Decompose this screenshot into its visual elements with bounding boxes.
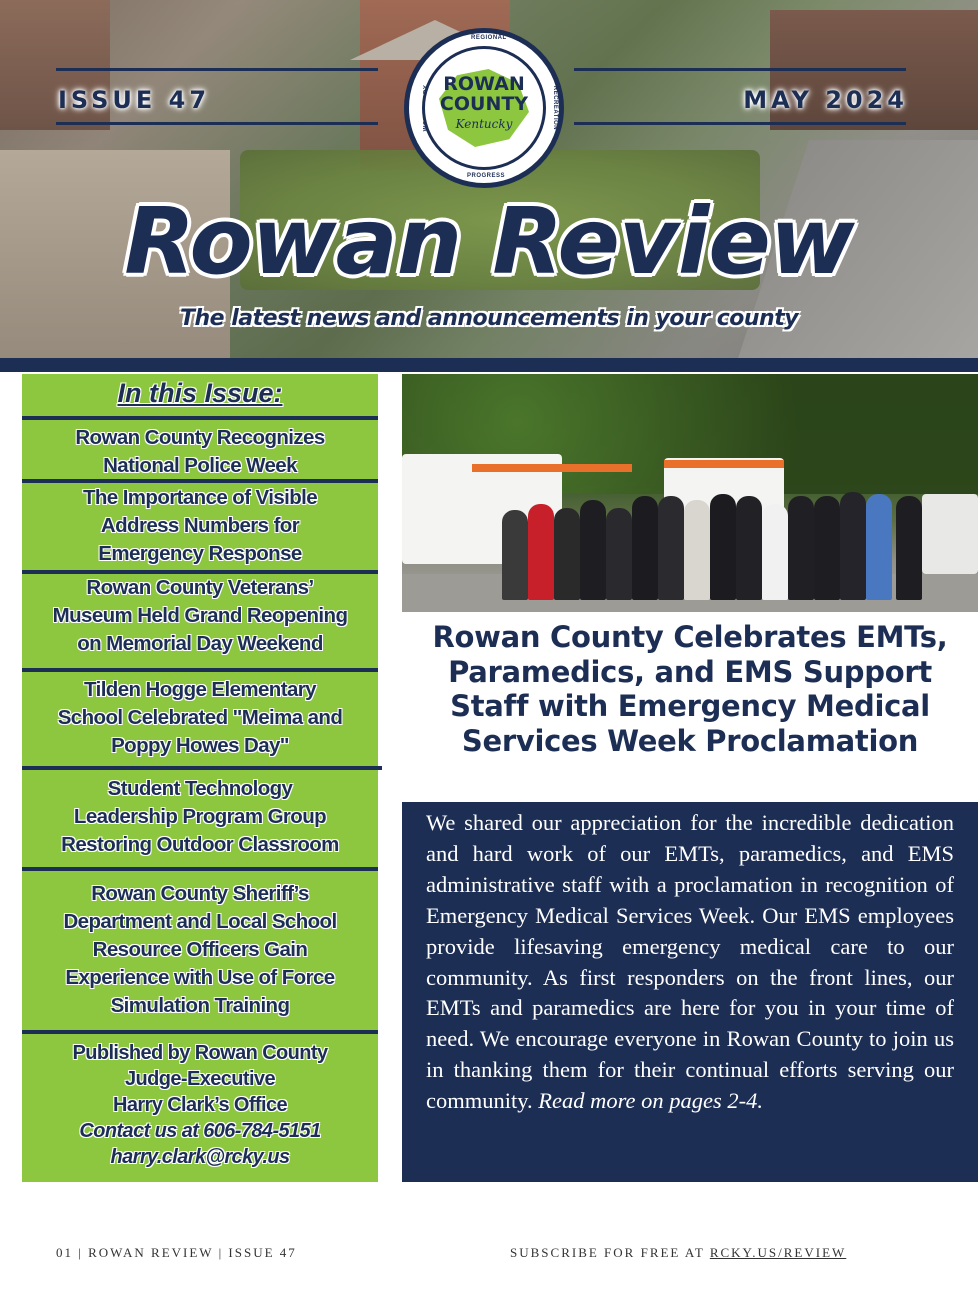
toc-item-veterans-museum[interactable] [22, 574, 378, 658]
toc-line: Emergency Response [98, 542, 302, 565]
toc-divider [22, 416, 378, 420]
seal-inner-ring [422, 46, 546, 170]
hero-banner [0, 0, 978, 358]
toc-item-tilden-hogge[interactable] [22, 676, 378, 760]
publisher-line: Harry Clark’s Office [112, 1094, 288, 1116]
footer-subscribe [510, 1245, 846, 1261]
toc-line: Poppy Howes Day" [111, 734, 289, 757]
article-body-panel [402, 802, 978, 1182]
seal-line-rowan: ROWAN [443, 73, 525, 95]
photo-person [658, 496, 684, 600]
toc-divider [22, 766, 382, 770]
toc-line: Rowan County Veterans’ [86, 576, 314, 599]
article-headline: Rowan County Celebrates EMTs, Paramedics, and EMS Support Staff with Emergency Medical Services Week Proclamation [432, 620, 948, 758]
newsletter-title: Rowan Review [124, 188, 854, 295]
issue-number: ISSUE 47 [58, 86, 211, 114]
photo-person [528, 504, 554, 600]
toc-line: School Celebrated "Meima and [57, 706, 343, 729]
photo-person [736, 496, 762, 600]
article-body [426, 808, 954, 1117]
photo-person [580, 500, 606, 600]
toc-line: Experience with Use of Force [65, 966, 335, 989]
toc-line: Simulation Training [110, 994, 290, 1017]
photo-people-group [502, 470, 942, 600]
seal-bottom-word: PROGRESS [467, 173, 506, 179]
photo-person [788, 496, 814, 600]
read-more-link[interactable]: Read more on pages 2-4. [538, 1088, 764, 1114]
toc-line: Museum Held Grand Reopening [52, 604, 348, 627]
header-rule-bottom-left [56, 122, 378, 125]
toc-line: National Police Week [103, 454, 297, 477]
ems-staff-photo [402, 374, 978, 612]
county-seal-logo [404, 28, 564, 188]
seal-script-kentucky: Kentucky [455, 117, 513, 131]
toc-line: Restoring Outdoor Classroom [61, 833, 339, 856]
newsletter-tagline: The latest news and announcements in your county [179, 306, 799, 331]
publisher-line: Published by Rowan County [72, 1042, 328, 1064]
publisher-info [22, 1040, 378, 1170]
photo-person [554, 508, 580, 600]
photo-person [606, 508, 632, 600]
toc-line: Address Numbers for [100, 514, 300, 537]
header-rule-top-right [574, 68, 906, 71]
publisher-line: Judge-Executive [125, 1068, 275, 1090]
issue-date: MAY 2024 [743, 86, 908, 114]
toc-item-address-numbers[interactable] [22, 484, 378, 568]
header-rule-bottom-right [574, 122, 906, 125]
toc-line: Leadership Program Group [73, 805, 327, 828]
photo-person [896, 496, 922, 600]
sidebar-title: In this Issue: [117, 378, 283, 408]
contact-phone[interactable]: Contact us at 606-784-5151 [79, 1120, 321, 1142]
article-body-text: We shared our appreciation for the incredible dedication and hard work of our EMTs, paramedics, and EMS administrative staff with a proclamation in recognition of Emergency Medical Services Week. Our EMS employees provide lifesaving emergency medical care to our community. As first responders on the front lines, our EMTs and paramedics are here for you in your time of need. We encourage everyone in Rowan County to join us in thanking them for their continual efforts serving our community. [426, 810, 954, 1114]
toc-divider [22, 867, 378, 871]
toc-item-sheriff-training[interactable] [22, 880, 378, 1020]
toc-divider [22, 479, 378, 483]
toc-line: on Memorial Day Weekend [77, 632, 323, 655]
toc-line: The Importance of Visible [82, 486, 318, 509]
photo-person [502, 510, 528, 600]
toc-item-police-week[interactable] [22, 424, 378, 480]
subscribe-link[interactable]: RCKY.US/REVIEW [709, 1245, 847, 1260]
photo-person [632, 496, 658, 600]
photo-person [866, 494, 892, 600]
toc-item-student-technology[interactable] [22, 775, 378, 859]
toc-line: Tilden Hogge Elementary [84, 678, 316, 701]
toc-line: Rowan County Sheriff’s [91, 882, 309, 905]
hero-divider-band [0, 358, 978, 372]
seal-right-word: RECREATION [552, 85, 559, 131]
header-rule-top-left [56, 68, 378, 71]
photo-person [710, 494, 736, 600]
photo-person [814, 496, 840, 600]
photo-person [684, 500, 710, 600]
footer-page-label: 01 | ROWAN REVIEW | ISSUE 47 [56, 1245, 297, 1260]
in-this-issue-sidebar [22, 374, 378, 1182]
seal-line-county: COUNTY [439, 93, 529, 115]
toc-line: Resource Officers Gain [92, 938, 308, 961]
photo-ambulance-stripe [664, 460, 784, 468]
toc-divider [22, 1030, 378, 1034]
toc-line: Student Technology [107, 777, 293, 800]
photo-person [762, 504, 788, 600]
seal-top-word: REGIONAL [471, 35, 507, 41]
footer-subscribe-text: SUBSCRIBE FOR FREE AT [510, 1245, 705, 1260]
toc-divider [22, 668, 378, 672]
toc-line: Rowan County Recognizes [75, 426, 325, 449]
contact-email[interactable]: harry.clark@rcky.us [110, 1146, 290, 1168]
photo-person [840, 492, 866, 600]
toc-line: Department and Local School [63, 910, 337, 933]
